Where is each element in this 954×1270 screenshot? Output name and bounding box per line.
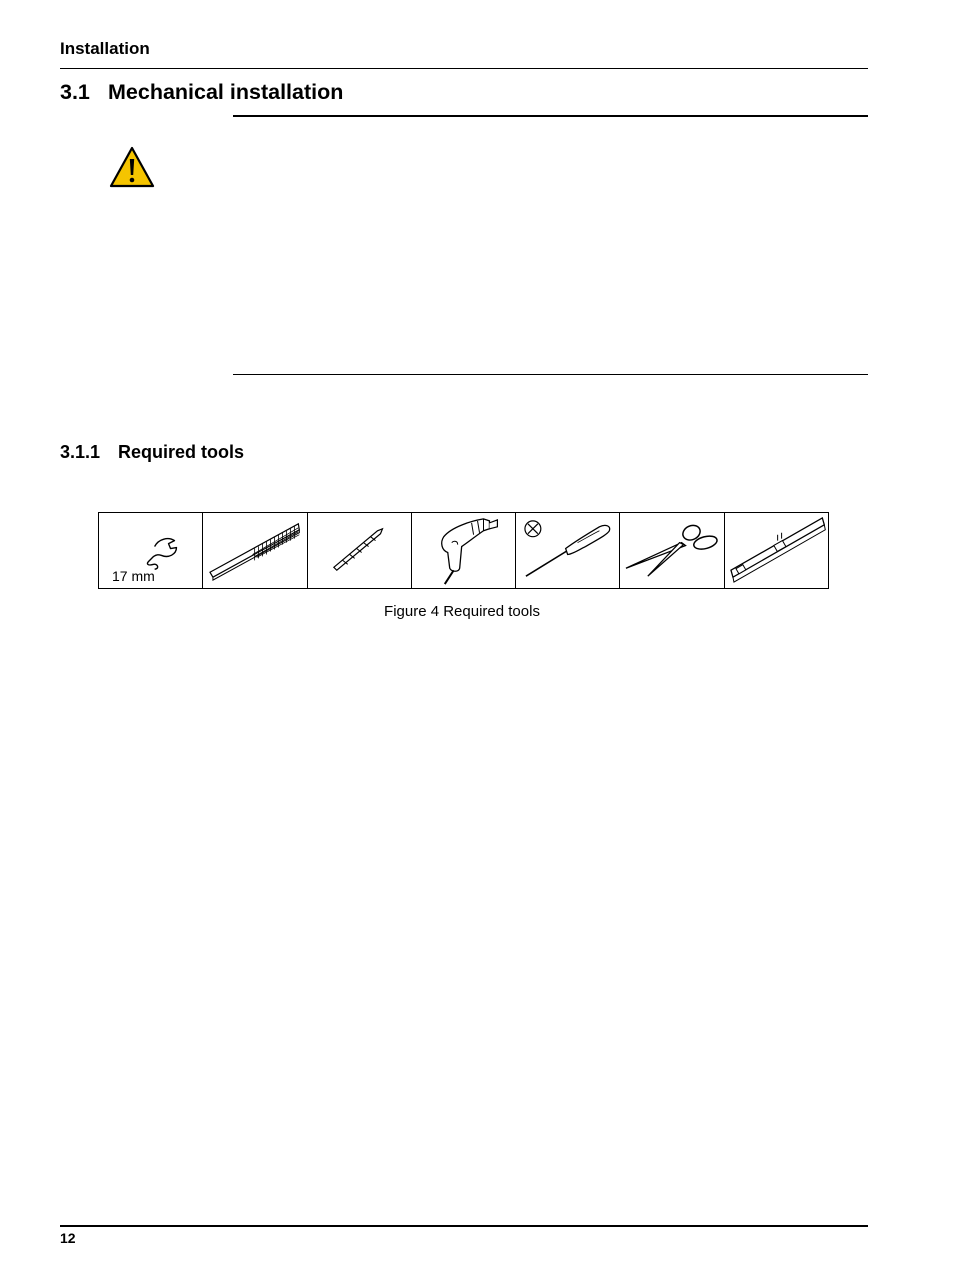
phillips-screwdriver-icon <box>516 513 619 588</box>
tools-figure <box>98 512 829 589</box>
section-number: 3.1 <box>60 80 90 104</box>
page-number: 12 <box>60 1230 76 1246</box>
tool-cell-level <box>725 513 828 588</box>
tool-cell-scissors <box>620 513 724 588</box>
tool-cell-ruler <box>203 513 307 588</box>
folding-ruler-icon <box>203 513 306 588</box>
tool-cell-drill-bit <box>308 513 412 588</box>
warning-triangle-icon <box>109 146 155 188</box>
warning-bottom-rule <box>233 374 868 375</box>
wrench-size-label: 17 mm <box>112 568 155 584</box>
drill-bit-icon <box>308 513 411 588</box>
running-header: Installation <box>60 39 150 58</box>
footer-rule <box>60 1225 868 1227</box>
scissors-icon <box>620 513 723 588</box>
figure-caption: Figure 4 Required tools <box>384 603 540 620</box>
warning-top-rule <box>233 115 868 117</box>
header-rule <box>60 68 868 69</box>
subsection-title: Required tools <box>118 442 245 462</box>
tool-cell-power-drill <box>412 513 516 588</box>
spirit-level-icon <box>725 513 828 588</box>
subsection-number: 3.1.1 <box>60 442 101 462</box>
section-title: Mechanical installation <box>108 80 344 104</box>
power-drill-icon <box>412 513 515 588</box>
tool-cell-screwdriver <box>516 513 620 588</box>
tool-cell-wrench <box>99 513 203 588</box>
section-heading <box>60 80 343 105</box>
subsection-heading <box>60 442 244 463</box>
